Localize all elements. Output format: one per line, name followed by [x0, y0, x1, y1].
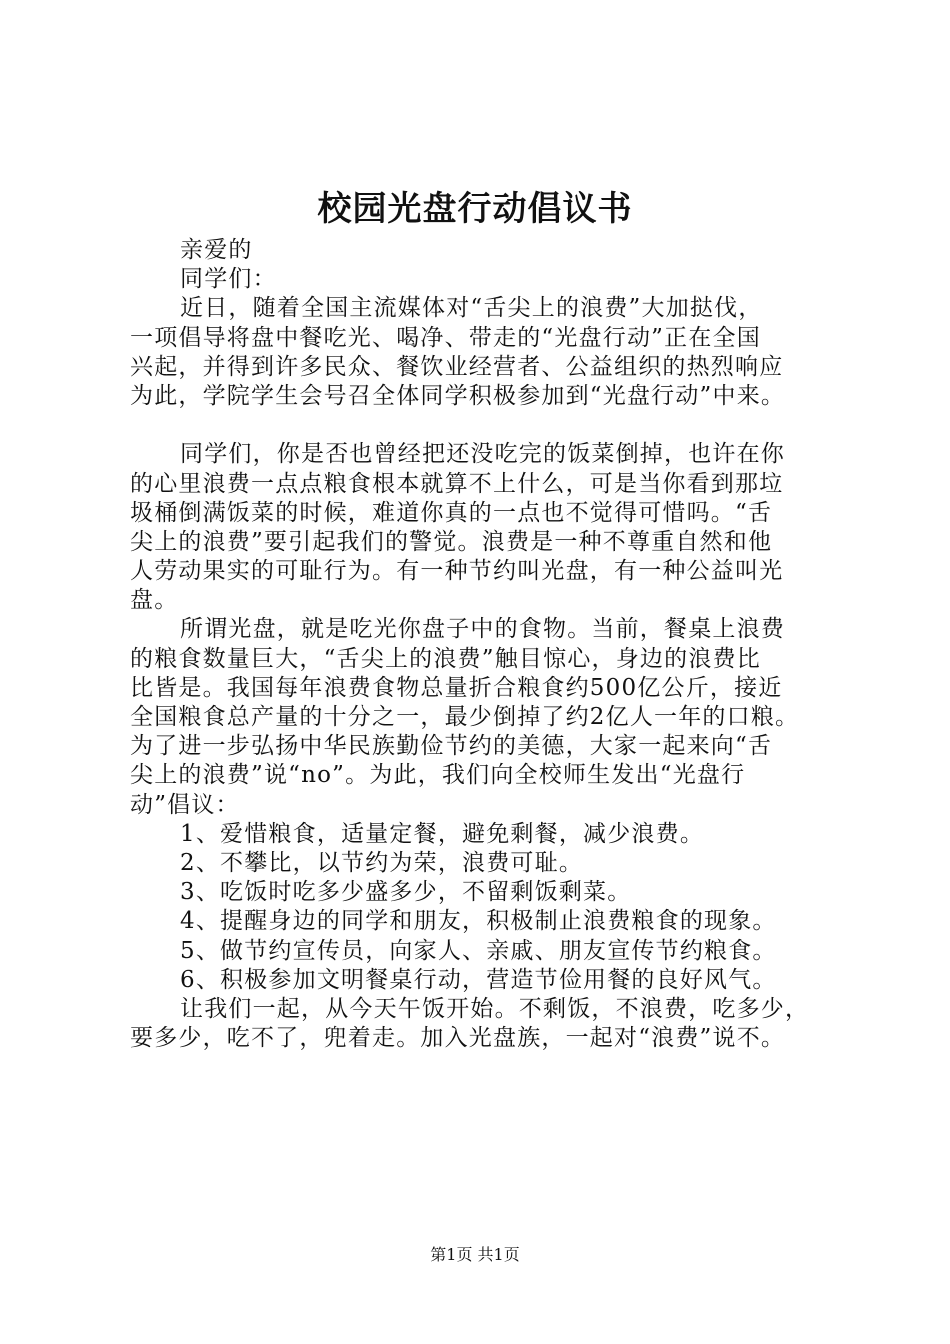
text-line: 近日，随着全国主流媒体对“舌尖上的浪费”大加挞伐，	[180, 295, 763, 322]
text-line: 同学们，你是否也曾经把还没吃完的饭菜倒掉，也许在你	[180, 441, 785, 468]
text-line: 要多少，吃不了，兜着走。加入光盘族，一起对“浪费”说不。	[130, 1025, 786, 1052]
text-line: 的粮食数量巨大，“舌尖上的浪费”触目惊心，身边的浪费比	[130, 645, 761, 672]
paragraph-gap	[130, 411, 850, 440]
text-line: 圾桶倒满饭菜的时候，难道你真的一点也不觉得可惜吗。“舌	[130, 499, 773, 526]
text-line: 6、积极参加文明餐桌行动，营造节俭用餐的良好风气。	[180, 966, 777, 993]
text-line: 比皆是。我国每年浪费食物总量折合粮食约500亿公斤，接近	[130, 674, 783, 701]
text-line: 的心里浪费一点点粮食根本就算不上什么，可是当你看到那垃	[130, 470, 784, 497]
text-line: 盘。	[130, 587, 179, 614]
text-line: 同学们：	[180, 266, 277, 293]
text-line: 为了进一步弘扬中华民族勤俭节约的美德，大家一起来向“舌	[130, 733, 773, 760]
text-line: 动”倡议：	[130, 791, 240, 818]
text-line: 兴起，并得到许多民众、餐饮业经营者、公益组织的热烈响应	[130, 353, 784, 380]
text-line: 尖上的浪费”要引起我们的警觉。浪费是一种不尊重自然和他	[130, 528, 773, 555]
text-line: 尖上的浪费”说“no”。为此，我们向全校师生发出“光盘行	[130, 762, 746, 789]
page-footer: 第1页 共1页	[430, 1245, 520, 1264]
document-title: 校园光盘行动倡议书	[317, 189, 633, 229]
text-line: 2、不攀比，以节约为荣，浪费可耻。	[180, 849, 584, 876]
text-line: 4、提醒身边的同学和朋友，积极制止浪费粮食的现象。	[180, 908, 777, 935]
text-line: 5、做节约宣传员，向家人、亲戚、朋友宣传节约粮食。	[180, 937, 777, 964]
text-line: 亲爱的	[180, 237, 253, 263]
text-line: 为此，学院学生会号召全体同学积极参加到“光盘行动”中来。	[130, 382, 786, 409]
text-line: 3、吃饭时吃多少盛多少，不留剩饭剩菜。	[180, 879, 632, 906]
document-body	[130, 236, 850, 1053]
text-line: 全国粮食总产量的十分之一，最少倒掉了约2亿人一年的口粮。	[130, 704, 800, 730]
text-line: 1、爱惜粮食，适量定餐，避免剩餐，减少浪费。	[180, 820, 705, 847]
text-line: 人劳动果实的可耻行为。有一种节约叫光盘，有一种公益叫光	[130, 558, 784, 585]
text-line: 所谓光盘，就是吃光你盘子中的食物。当前，餐桌上浪费	[180, 616, 785, 643]
text-line: 一项倡导将盘中餐吃光、喝净、带走的“光盘行动”正在全国	[130, 324, 761, 351]
text-line: 让我们一起，从今天午饭开始。不剩饭，不浪费，吃多少，	[180, 995, 810, 1022]
